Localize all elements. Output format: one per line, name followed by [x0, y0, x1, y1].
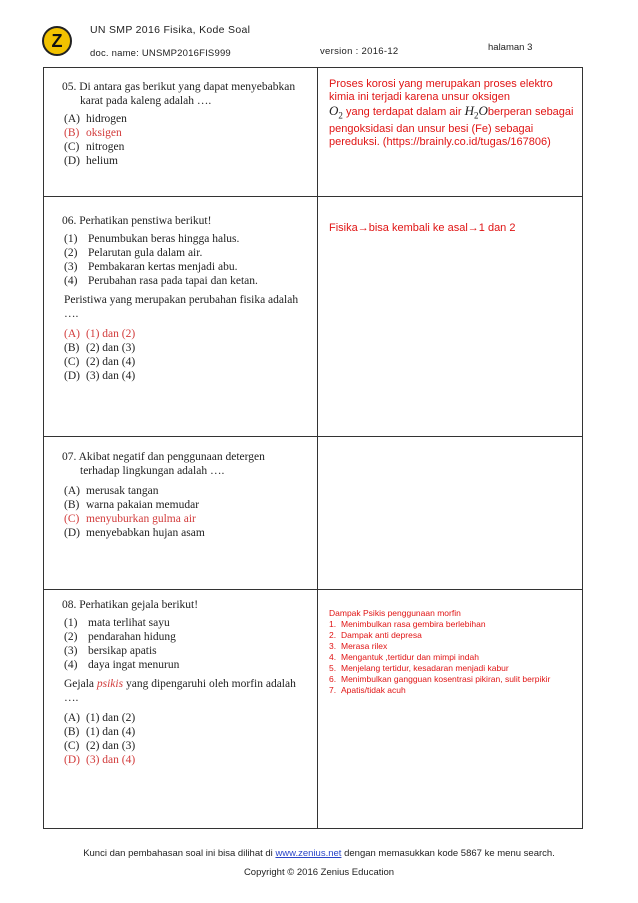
- question-follow-up: Peristiwa yang merupakan perubahan fisika adalah ….: [64, 294, 299, 320]
- row-divider: [44, 436, 582, 437]
- option-c: (C) nitrogen: [64, 141, 125, 153]
- option-d-answer: (D) (3) dan (4): [64, 754, 136, 766]
- event-item: (2) Pelarutan gula dalam air.: [64, 247, 203, 259]
- event-item: (1) Penumbukan beras hingga halus.: [64, 233, 240, 245]
- explanation-08: [329, 608, 581, 696]
- option-d: (D) helium: [64, 155, 118, 167]
- explanation-item: 1. Menimbulkan rasa gembira berlebihan: [329, 619, 486, 629]
- event-item: (4) Perubahan rasa pada tapai dan ketan.: [64, 275, 258, 287]
- question-05: [62, 80, 307, 168]
- question-table: [43, 67, 583, 829]
- event-item: (3) Pembakaran kertas menjadi abu.: [64, 261, 238, 273]
- option-a: (A) merusak tangan: [64, 485, 159, 497]
- question-stem: 06. Perhatikan penstiwa berikut!: [62, 215, 212, 227]
- row-divider: [44, 196, 582, 197]
- logo-letter: Z: [51, 30, 63, 51]
- option-b-answer: (B) oksigen: [64, 127, 122, 139]
- zenius-link[interactable]: www.zenius.net: [275, 848, 342, 859]
- row-divider: [44, 589, 582, 590]
- question-stem: 07. Akibat negatif dan penggunaan detergen terhadap lingkungan adalah ….: [62, 451, 265, 477]
- option-b: (B) (1) dan (4): [64, 726, 136, 738]
- o2-formula: $O_2$: [329, 103, 343, 121]
- document-name: doc. name: UNSMP2016FIS999: [90, 48, 231, 59]
- symptom-item: (4) daya ingat menurun: [64, 659, 180, 671]
- option-a: (A) hidrogen: [64, 113, 127, 125]
- footer-copyright: Copyright © 2016 Zenius Education: [243, 867, 395, 878]
- symptom-item: (1) mata terlihat sayu: [64, 617, 170, 629]
- column-divider: [317, 68, 318, 828]
- option-b: (B) warna pakaian memudar: [64, 499, 200, 511]
- option-c: (C) (2) dan (3): [64, 740, 136, 752]
- option-a: (A) (1) dan (2): [64, 712, 136, 724]
- explanation-06: Fisika→bisa kembali ke asal→1 dan 2: [329, 222, 516, 234]
- footer-note: Kunci dan pembahasan soal ini bisa dilihat di www.zenius.net dengan memasukkan kode 5867 ke menu search.: [83, 848, 555, 859]
- page-header: [0, 0, 638, 60]
- question-08: [62, 598, 307, 767]
- explanation-item: 3. Merasa rilex: [329, 641, 388, 651]
- option-a-answer: (A) (1) dan (2): [64, 328, 136, 340]
- explanation-item: 7. Apatis/tidak acuh: [329, 685, 406, 695]
- explanation-item: 2. Dampak anti depresa: [329, 630, 422, 640]
- explanation-05: Proses korosi yang merupakan proses elektro kimia ini terjadi karena unsur oksigen $O_2$ yang terdapat dalam air $H_2Oberperan$ sebagai pengoksidasi dan unsur besi (Fe) sebagai pereduksi. (https://brainly.co.id/tugas/167806): [329, 78, 574, 148]
- question-stem: 08. Perhatikan gejala berikut!: [62, 599, 199, 611]
- option-d: (D) menyebabkan hujan asam: [64, 527, 205, 539]
- option-d: (D) (3) dan (4): [64, 370, 136, 382]
- document-version: version : 2016-12: [320, 46, 399, 57]
- question-07: [62, 450, 307, 540]
- symptom-item: (2) pendarahan hidung: [64, 631, 176, 643]
- symptom-item: (3) bersikap apatis: [64, 645, 157, 657]
- page-number: halaman 3: [488, 42, 533, 53]
- h2o-formula: $H_2O$: [464, 103, 488, 121]
- question-06: [62, 214, 307, 383]
- zenius-logo: [42, 26, 72, 56]
- option-b: (B) (2) dan (3): [64, 342, 136, 354]
- explanation-item: 4. Mengantuk ,tertidur dan mimpi indah: [329, 652, 479, 662]
- document-title: UN SMP 2016 Fisika, Kode Soal: [90, 24, 251, 36]
- option-c: (C) (2) dan (4): [64, 356, 136, 368]
- question-stem: 05. Di antara gas berikut yang dapat menyebabkan karat pada kaleng adalah ….: [62, 81, 296, 107]
- option-c-answer: (C) menyuburkan gulma air: [64, 513, 196, 525]
- explanation-title: Dampak Psikis penggunaan morfin: [329, 608, 461, 618]
- explanation-item: 5. Menjelang tertidur, kesadaran menjadi kabur: [329, 663, 509, 673]
- explanation-item: 6. Menimbulkan gangguan kosentrasi pikiran, sulit berpikir: [329, 674, 551, 684]
- question-follow-up: Gejala psikis yang dipengaruhi oleh morfin adalah ….: [64, 678, 296, 704]
